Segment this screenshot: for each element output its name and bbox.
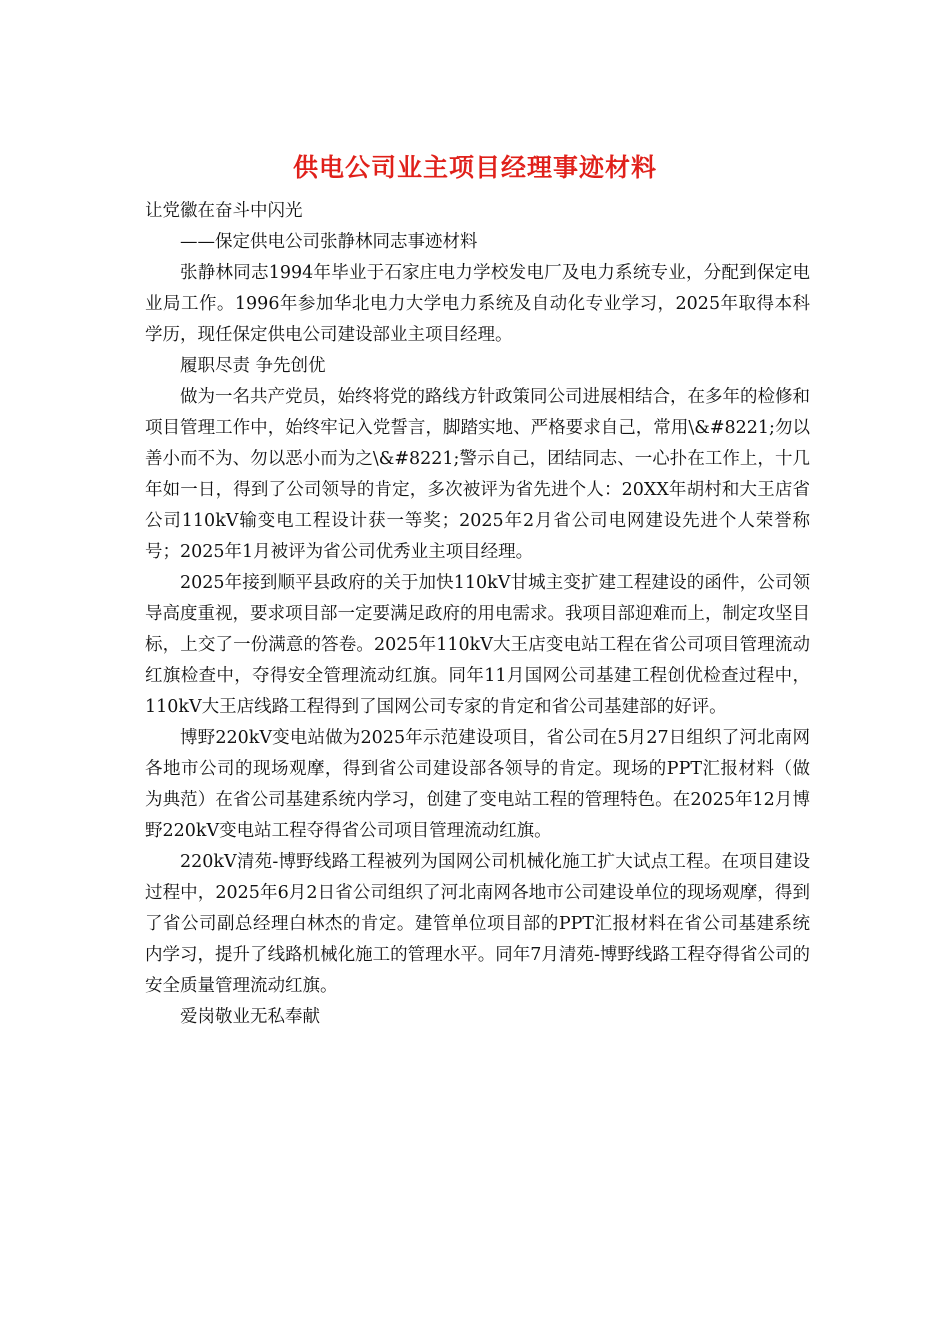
paragraph-1: 张静林同志1994年毕业于石家庄电力学校发电厂及电力系统专业，分配到保定电业局工作。1996年参加华北电力大学电力系统及自动化专业学习，2025年取得本科学历，现任保定供电公司建设部业主项目经理。	[145, 263, 810, 345]
paragraph-5: 220kV清苑-博野线路工程被列为国网公司机械化施工扩大试点工程。在项目建设过程中，2025年6月2日省公司组织了河北南网各地市公司建设单位的现场观摩，得到了省公司副总经理白林杰的肯定。建管单位项目部的PPT汇报材料在省公司基建系统内学习，提升了线路机械化施工的管理水平。同年7月清苑-博野线路工程夺得省公司的安全质量管理流动红旗。	[145, 852, 810, 996]
document-subtitle: 让党徽在奋斗中闪光	[145, 201, 303, 221]
document-byline: ——保定供电公司张静林同志事迹材料	[180, 232, 478, 252]
section-heading-1: 履职尽责 争先创优	[180, 356, 326, 376]
paragraph-2: 做为一名共产党员，始终将党的路线方针政策同公司进展相结合，在多年的检修和项目管理工作中，始终牢记入党誓言，脚踏实地、严格要求自己，常用\&#8221;勿以善小而不为、勿以恶小而为之\&#8221;警示自己，团结同志、一心扑在工作上，十几年如一日，得到了公司领导的肯定，多次被评为省先进个人：20XX年胡村和大王店省公司110kV输变电工程设计获一等奖；2025年2月省公司电网建设先进个人荣誉称号；2025年1月被评为省公司优秀业主项目经理。	[145, 387, 810, 562]
document-body	[145, 196, 810, 1033]
document-title: 供电公司业主项目经理事迹材料	[292, 153, 657, 182]
section-heading-2: 爱岗敬业无私奉献	[180, 1007, 320, 1027]
paragraph-3: 2025年接到顺平县政府的关于加快110kV甘城主变扩建工程建设的函件，公司领导高度重视，要求项目部一定要满足政府的用电需求。我项目部迎难而上，制定攻坚目标，上交了一份满意的答卷。2025年110kV大王店变电站工程在省公司项目管理流动红旗检查中，夺得安全管理流动红旗。同年11月国网公司基建工程创优检查过程中，110kV大王店线路工程得到了国网公司专家的肯定和省公司基建部的好评。	[145, 573, 810, 717]
paragraph-4: 博野220kV变电站做为2025年示范建设项目，省公司在5月27日组织了河北南网各地市公司的现场观摩，得到省公司建设部各领导的肯定。现场的PPT汇报材料（做为典范）在省公司基建系统内学习，创建了变电站工程的管理特色。在2025年12月博野220kV变电站工程夺得省公司项目管理流动红旗。	[145, 728, 810, 841]
